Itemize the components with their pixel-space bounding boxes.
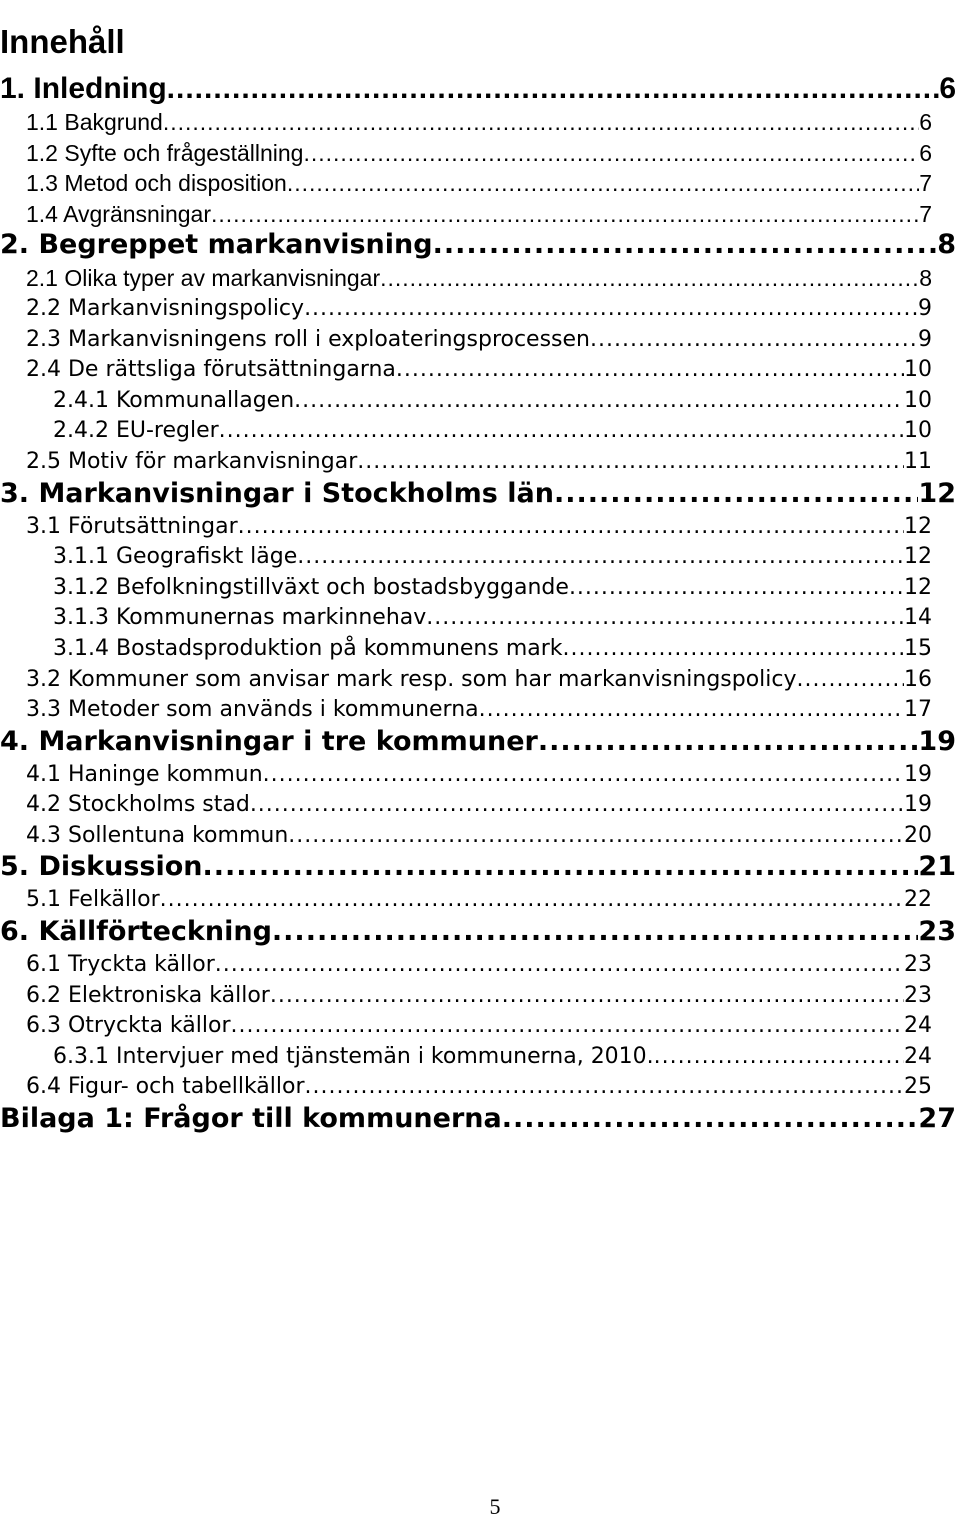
toc-entry-page: 9 — [918, 325, 960, 356]
toc-entry-page: 8 — [937, 229, 960, 261]
toc-entry-page: 19 — [904, 790, 960, 821]
toc-entry-chapter-3[interactable] — [0, 478, 960, 510]
toc-entry-chapter-4[interactable] — [0, 726, 960, 758]
toc-entry-label: 3.3 Metoder som används i kommunerna — [26, 695, 479, 726]
toc-entry-label: 2.2 Markanvisningspolicy — [26, 294, 304, 325]
toc-entry-label: 3.1 Förutsättningar — [26, 512, 238, 543]
toc-dot-leader — [215, 950, 904, 981]
toc-entry-section[interactable] — [0, 821, 960, 852]
toc-entry-page: 25 — [904, 1072, 960, 1103]
toc-entry-section[interactable] — [0, 1072, 960, 1103]
toc-entry-page: 23 — [918, 916, 960, 948]
toc-dot-leader — [569, 573, 904, 604]
toc-dot-leader — [231, 1011, 905, 1042]
toc-entry-label: 2.4 De rättsliga förutsättningarna — [26, 355, 396, 386]
toc-entry-chapter-5[interactable] — [0, 851, 960, 883]
toc-entry-subsection[interactable] — [0, 634, 960, 665]
toc-entry-label: 4.3 Sollentuna kommun — [26, 821, 288, 852]
toc-entry-page: 12 — [904, 542, 960, 573]
toc-entry-label: 5.1 Felkällor — [26, 885, 160, 916]
toc-entry-label: 2.4.2 EU-regler — [53, 416, 219, 447]
toc-dot-leader — [219, 416, 904, 447]
toc-entry-section[interactable] — [0, 199, 960, 230]
toc-entry-page: 12 — [918, 478, 960, 510]
toc-dot-leader — [250, 790, 904, 821]
toc-entry-label: 2.1 Olika typer av markanvisningar — [26, 263, 380, 294]
toc-entry-page: 7 — [919, 199, 960, 230]
toc-entry-page: 11 — [904, 447, 960, 478]
toc-entry-appendix-1[interactable] — [0, 1103, 960, 1135]
toc-entry-page: 24 — [904, 1011, 960, 1042]
toc-entry-page: 6 — [919, 138, 960, 169]
toc-dot-leader — [305, 1072, 904, 1103]
toc-dot-leader — [263, 760, 904, 791]
toc-entry-page: 20 — [904, 821, 960, 852]
toc-entry-page: 10 — [904, 416, 960, 447]
toc-entry-page: 19 — [904, 760, 960, 791]
toc-entry-section[interactable] — [0, 447, 960, 478]
toc-entry-page: 17 — [904, 695, 960, 726]
toc-entry-label: 3.2 Kommuner som anvisar mark resp. som har markanvisningspolicy — [26, 665, 797, 696]
toc-entry-label: 4.1 Haninge kommun — [26, 760, 263, 791]
toc-entry-label: 1.2 Syfte och frågeställning — [26, 138, 303, 169]
toc-entry-label: 6.4 Figur- och tabellkällor — [26, 1072, 305, 1103]
toc-entry-chapter-6[interactable] — [0, 916, 960, 948]
toc-dot-leader — [426, 603, 904, 634]
toc-dot-leader — [238, 512, 904, 543]
toc-entry-section[interactable] — [0, 294, 960, 325]
toc-entry-label: 5. Diskussion — [0, 851, 203, 883]
toc-entry-label: 3.1.2 Befolkningstillväxt och bostadsbyggande — [53, 573, 569, 604]
toc-dot-leader — [288, 821, 904, 852]
toc-entry-subsection[interactable] — [0, 416, 960, 447]
toc-entry-section[interactable] — [0, 263, 960, 294]
toc-entry-label: 3.1.1 Geografiskt läge — [53, 542, 297, 573]
toc-entry-label: 4.2 Stockholms stad — [26, 790, 250, 821]
toc-entry-chapter-2[interactable] — [0, 229, 960, 261]
toc-entry-page: 23 — [904, 981, 960, 1012]
toc-entry-page: 21 — [918, 851, 960, 883]
toc-entry-subsection[interactable] — [0, 573, 960, 604]
toc-entry-section[interactable] — [0, 355, 960, 386]
toc-dot-leader — [554, 478, 918, 510]
toc-entry-subsection[interactable] — [0, 542, 960, 573]
toc-entry-subsection[interactable] — [0, 603, 960, 634]
toc-entry-page: 14 — [904, 603, 960, 634]
toc-entry-label: 1. Inledning — [0, 72, 167, 105]
toc-entry-subsection[interactable] — [0, 386, 960, 417]
toc-entry-page: 27 — [918, 1103, 960, 1135]
toc-entry-page: 6 — [919, 107, 960, 138]
toc-entry-page: 10 — [904, 386, 960, 417]
toc-dot-leader — [270, 981, 904, 1012]
toc-dot-leader — [297, 542, 904, 573]
toc-entry-section[interactable] — [0, 950, 960, 981]
toc-entry-label: Bilaga 1: Frågor till kommunerna — [0, 1103, 502, 1135]
toc-entry-section[interactable] — [0, 665, 960, 696]
toc-dot-leader — [502, 1103, 919, 1135]
toc-dot-leader — [797, 665, 904, 696]
toc-dot-leader — [538, 726, 919, 758]
toc-dot-leader — [654, 1042, 904, 1073]
toc-entry-chapter-1[interactable] — [0, 73, 960, 105]
toc-entry-label: 2.3 Markanvisningens roll i exploateringsprocessen — [26, 325, 590, 356]
toc-entry-label: 6.1 Tryckta källor — [26, 950, 215, 981]
toc-entry-section[interactable] — [0, 107, 960, 138]
toc-entry-label: 3. Markanvisningar i Stockholms län — [0, 477, 554, 509]
toc-entry-label: 3.1.3 Kommunernas markinnehav — [53, 603, 426, 634]
toc-dot-leader — [396, 355, 904, 386]
toc-dot-leader — [380, 263, 919, 294]
toc-dot-leader — [287, 168, 919, 199]
toc-dot-leader — [203, 851, 919, 883]
toc-entry-page: 8 — [919, 263, 960, 294]
toc-entry-section[interactable] — [0, 1011, 960, 1042]
toc-entry-page: 24 — [904, 1042, 960, 1073]
toc-dot-leader — [357, 447, 904, 478]
toc-dot-leader — [167, 73, 940, 105]
toc-entry-label: 1.4 Avgränsningar — [26, 199, 211, 230]
toc-entry-label: 2.5 Motiv för markanvisningar — [26, 447, 357, 478]
toc-entry-label: 6.3.1 Intervjuer med tjänstemän i kommunerna, 2010. — [53, 1042, 654, 1073]
toc-entry-page: 23 — [904, 950, 960, 981]
page-number: 5 — [489, 1494, 501, 1519]
toc-dot-leader — [160, 885, 904, 916]
toc-entry-label: 2. Begreppet markanvisning — [0, 229, 433, 261]
toc-entry-label: 1.3 Metod och disposition — [26, 168, 287, 199]
toc-dot-leader — [433, 229, 938, 261]
toc-entry-page: 12 — [904, 573, 960, 604]
toc-entry-page: 10 — [904, 355, 960, 386]
toc-entry-page: 12 — [904, 512, 960, 543]
toc-entry-subsection[interactable] — [0, 1042, 960, 1073]
toc-entry-section[interactable] — [0, 168, 960, 199]
toc-entry-page: 6 — [939, 73, 960, 105]
toc-entry-section[interactable] — [0, 885, 960, 916]
toc-heading: Innehåll — [0, 23, 125, 61]
toc-entry-section[interactable] — [0, 512, 960, 543]
toc-entry-page: 16 — [904, 665, 960, 696]
toc-dot-leader — [272, 916, 919, 948]
toc-entry-label: 3.1.4 Bostadsproduktion på kommunens mark — [53, 634, 563, 665]
toc-entry-section[interactable] — [0, 760, 960, 791]
toc-entry-page: 7 — [919, 168, 960, 199]
toc-entry-label: 4. Markanvisningar i tre kommuner — [0, 725, 538, 757]
toc-dot-leader — [303, 138, 919, 169]
toc-entry-page: 19 — [918, 726, 960, 758]
table-of-contents — [0, 73, 960, 1137]
toc-dot-leader — [563, 634, 904, 665]
toc-entry-label: 2.4.1 Kommunallagen — [53, 386, 294, 417]
toc-entry-page: 9 — [918, 294, 960, 325]
toc-entry-label: 6.2 Elektroniska källor — [26, 981, 270, 1012]
toc-entry-section[interactable] — [0, 325, 960, 356]
toc-dot-leader — [294, 386, 904, 417]
toc-entry-label: 6.3 Otryckta källor — [26, 1011, 231, 1042]
toc-dot-leader — [590, 325, 918, 356]
toc-dot-leader — [304, 294, 918, 325]
toc-dot-leader — [479, 695, 904, 726]
toc-entry-section[interactable] — [0, 695, 960, 726]
toc-entry-label: 1.1 Bakgrund — [26, 107, 163, 138]
toc-entry-page: 22 — [904, 885, 960, 916]
toc-entry-section[interactable] — [0, 138, 960, 169]
toc-dot-leader — [211, 199, 919, 230]
toc-dot-leader — [163, 107, 919, 138]
toc-entry-label: 6. Källförteckning — [0, 916, 272, 948]
toc-entry-section[interactable] — [0, 790, 960, 821]
toc-entry-section[interactable] — [0, 981, 960, 1012]
toc-entry-page: 15 — [904, 634, 960, 665]
